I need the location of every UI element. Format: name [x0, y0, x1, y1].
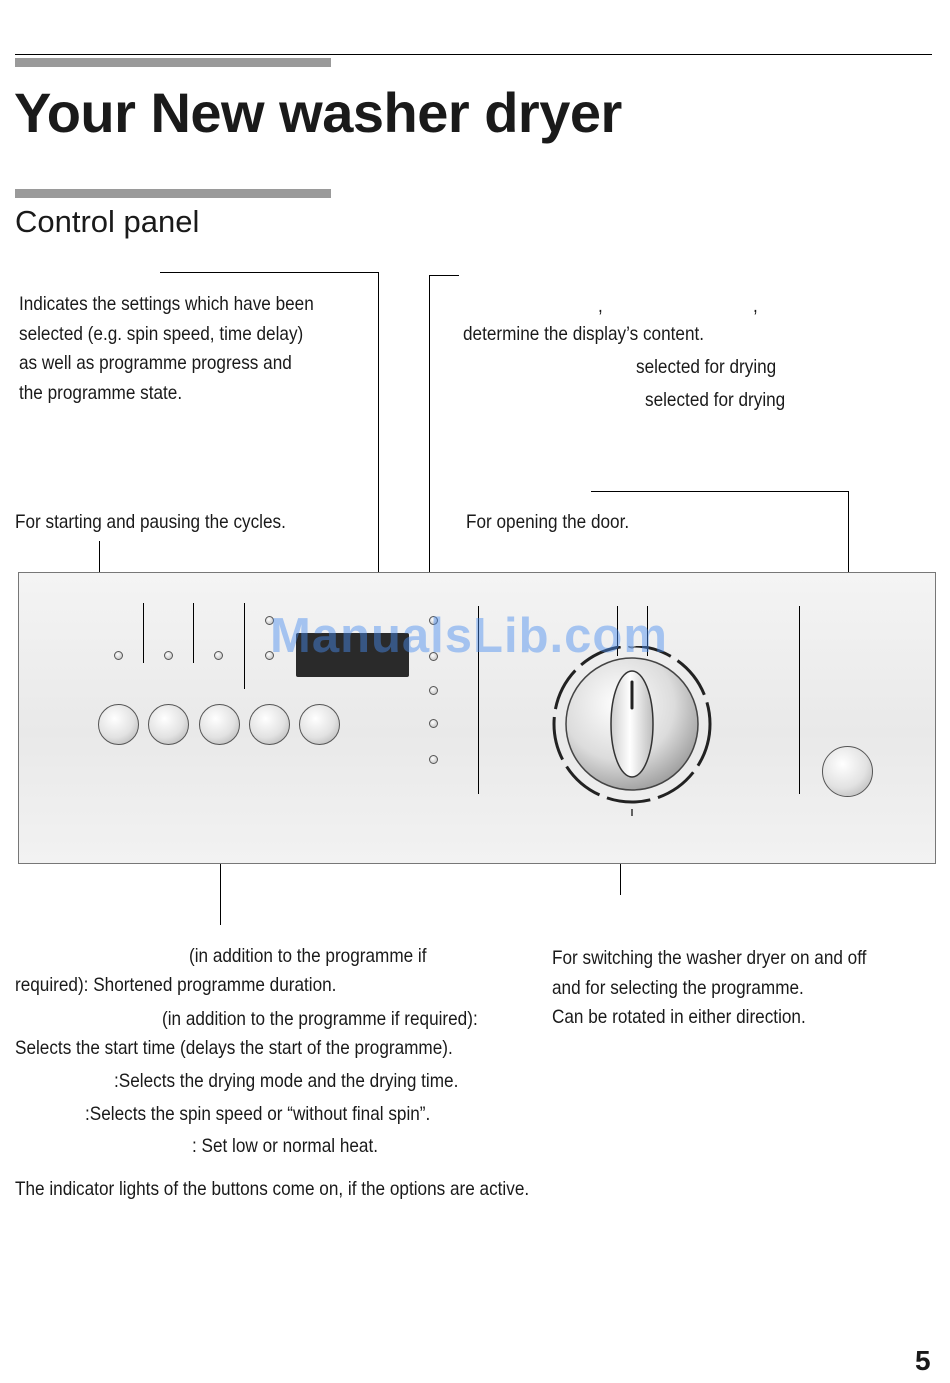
leader-buttons-h — [429, 275, 459, 276]
subtitle-accent-bar — [15, 189, 331, 198]
display-button-led — [429, 755, 438, 764]
speed-option-line2: required): Shortened programme duration. — [15, 974, 337, 996]
dry-option: :Selects the drying mode and the drying time. — [114, 1070, 459, 1092]
watermark: ManualsLib.com — [270, 609, 668, 663]
indicator-note: The indicator lights of the buttons come on, if the options are active. — [15, 1178, 530, 1200]
page-number: 5 — [915, 1345, 931, 1376]
heat-option: : Set low or normal heat. — [192, 1135, 378, 1157]
option-indicator-light — [164, 651, 173, 660]
selector-description: For switching the washer dryer on and off and for selecting the programme. Can be rotated in either direction. — [552, 947, 867, 1028]
start-pause-button[interactable] — [98, 704, 139, 745]
door-description: For opening the door. — [466, 511, 630, 533]
display-button-led — [429, 686, 438, 695]
title-accent-bar — [15, 58, 331, 67]
section-title: Control panel — [15, 204, 200, 239]
top-rule — [15, 54, 932, 55]
drying-selected-1: selected for drying — [636, 356, 777, 378]
start-pause-description: For starting and pausing the cycles. — [15, 511, 286, 533]
panel-divider — [143, 603, 144, 663]
page-title: Your New washer dryer — [14, 81, 622, 144]
spin-option: :Selects the spin speed or “without final spin”. — [85, 1103, 431, 1125]
comma-2: , — [753, 295, 758, 317]
option-button[interactable] — [199, 704, 240, 745]
speed-option-line1: (in addition to the programme if — [189, 945, 427, 967]
door-open-button[interactable] — [822, 746, 873, 797]
leader-door-h — [591, 491, 849, 492]
delay-option-line1: (in addition to the programme if required): — [162, 1008, 478, 1030]
option-button[interactable] — [148, 704, 189, 745]
option-indicator-light — [114, 651, 123, 660]
leader-display-h — [160, 272, 379, 273]
comma-1: , — [598, 295, 603, 317]
display-description: Indicates the settings which have been selected (e.g. spin speed, time delay) as well as programme progress and the programme state. — [19, 293, 314, 404]
panel-divider — [799, 606, 800, 794]
panel-divider — [193, 603, 194, 663]
drying-selected-2: selected for drying — [645, 389, 786, 411]
display-button-led — [429, 719, 438, 728]
display-buttons-description: determine the display’s content. — [463, 323, 705, 345]
option-indicator-light — [214, 651, 223, 660]
leader-buttons-v — [429, 275, 430, 600]
delay-option-line2: Selects the start time (delays the start of the programme). — [15, 1037, 453, 1059]
programme-selector-dial[interactable] — [548, 646, 718, 816]
option-button[interactable] — [249, 704, 290, 745]
panel-divider — [244, 603, 245, 689]
option-button[interactable] — [299, 704, 340, 745]
